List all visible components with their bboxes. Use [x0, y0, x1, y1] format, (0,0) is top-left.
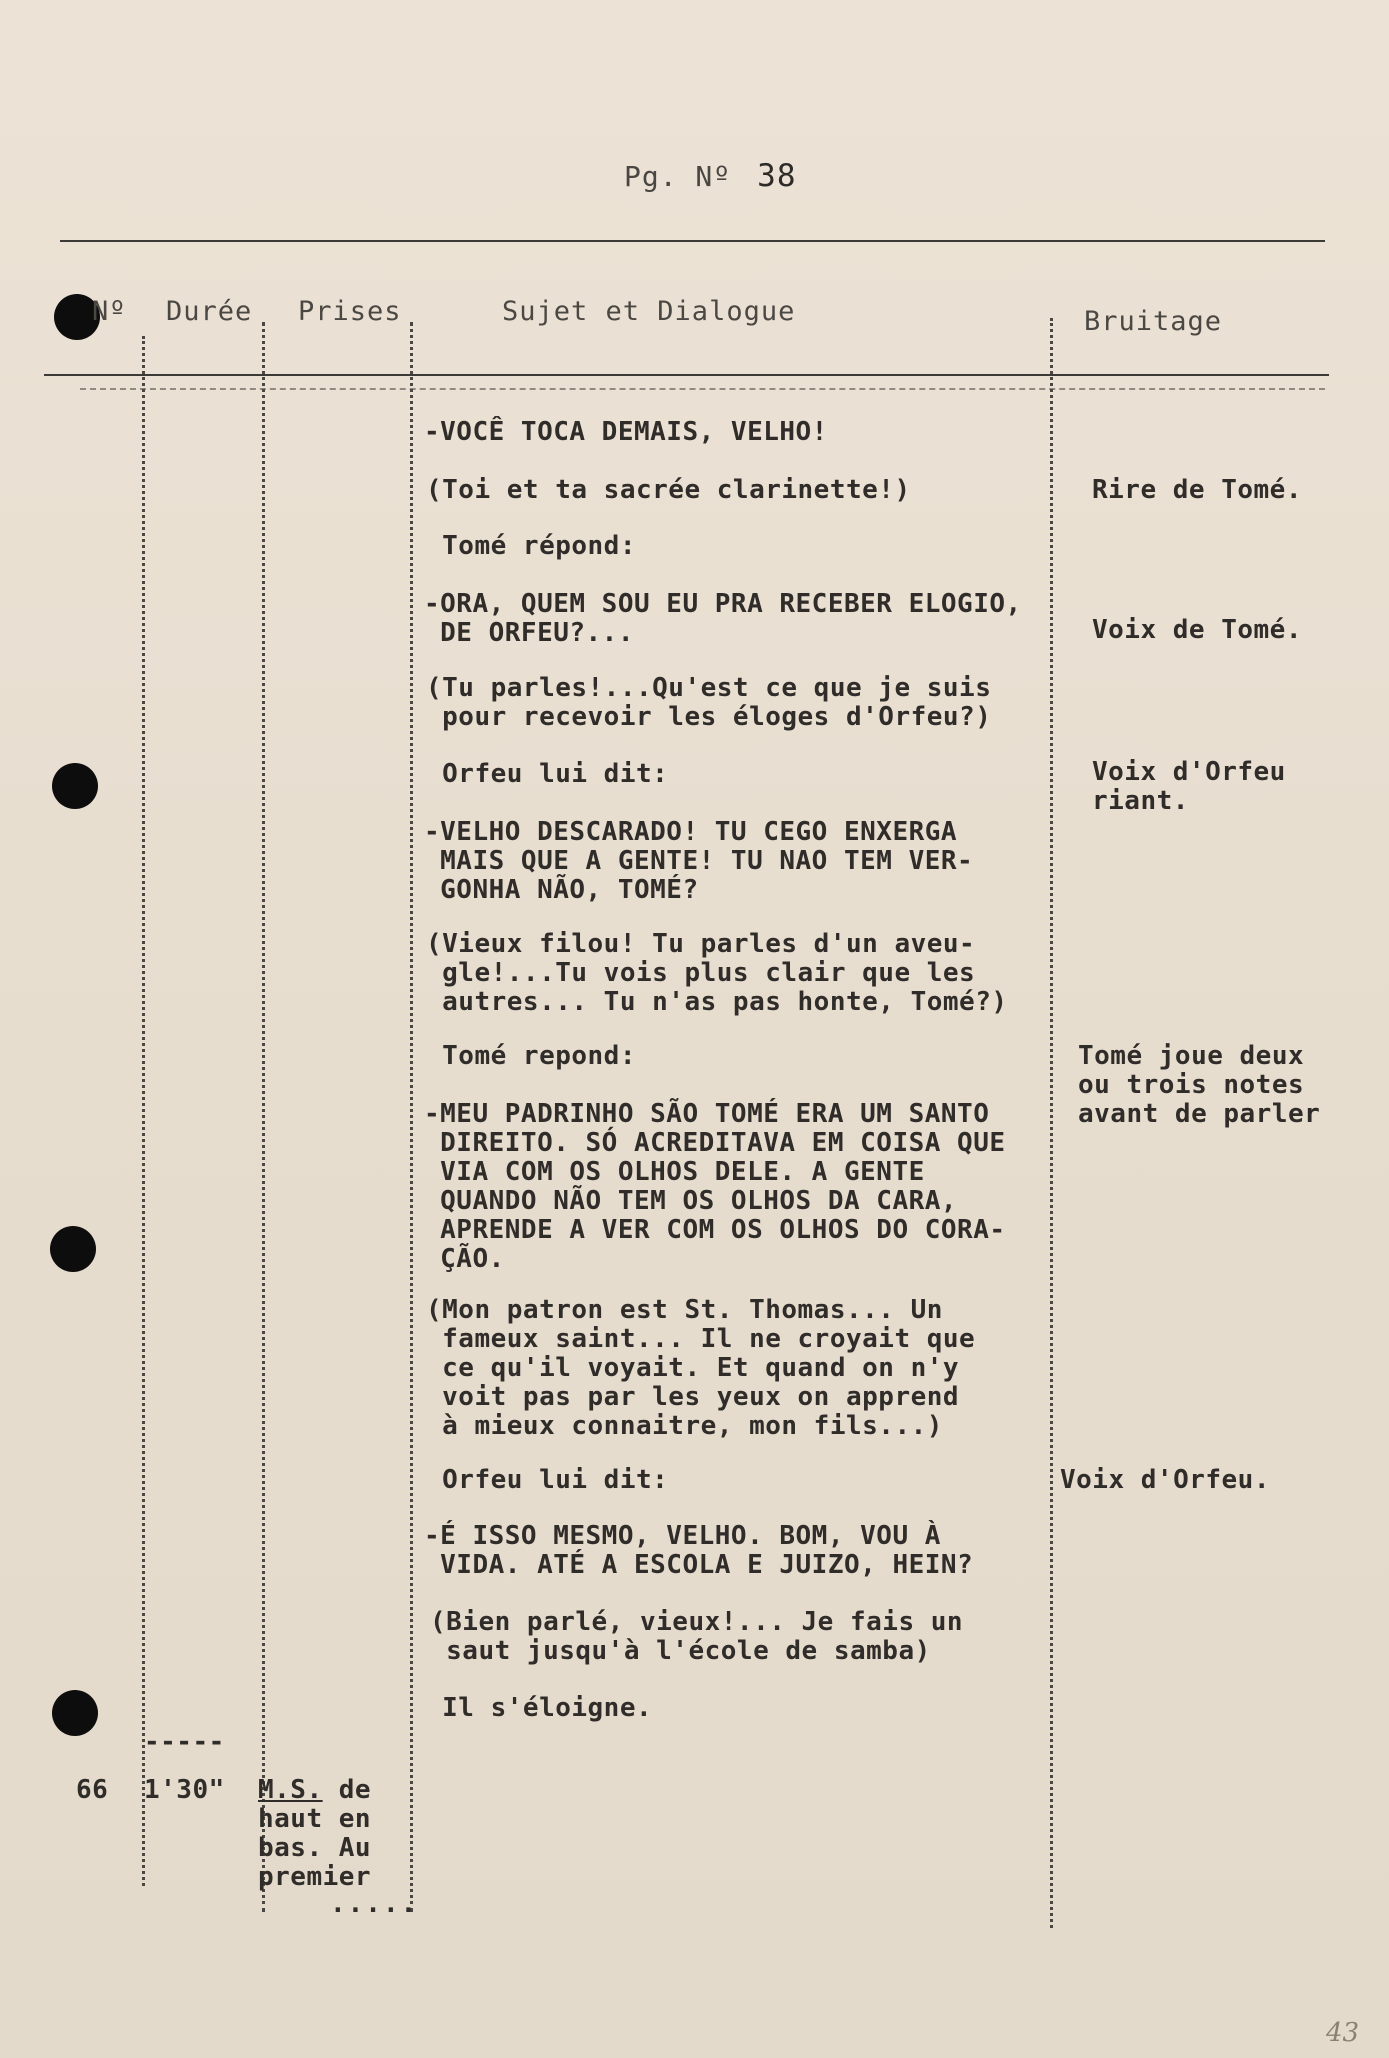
shot-number: 66 — [76, 1775, 109, 1805]
header-rule-dashed — [80, 388, 1325, 390]
dialogue-line: -MEU PADRINHO SÃO TOMÉ ERA UM SANTO DIREITO. SÓ ACREDITAVA EM COISA QUE VIA COM OS OLHOS DELE. A GENTE QUANDO NÃO TEM OS OLHOS DA CARA, APRENDE A VER COM OS OLHOS DO CORA- ÇÃO. — [424, 1099, 1006, 1274]
sound-cue: Voix d'Orfeu. — [1060, 1465, 1270, 1495]
dialogue-line: -ORA, QUEM SOU EU PRA RECEBER ELOGIO, DE ORFEU?... — [424, 589, 1022, 648]
header-rule — [44, 374, 1329, 376]
continuation-mark: ..... — [330, 1889, 419, 1919]
column-header-subject: Sujet et Dialogue — [502, 296, 796, 327]
top-rule — [60, 240, 1325, 242]
dialogue-line: (Toi et ta sacrée clarinette!) — [426, 475, 911, 505]
shot-separator: ----- — [144, 1727, 225, 1757]
page-number-line — [624, 158, 796, 194]
sound-cue: Voix d'Orfeu riant. — [1092, 757, 1286, 816]
column-separator — [1050, 318, 1053, 1928]
column-separator — [142, 336, 145, 1886]
binder-hole — [52, 1690, 98, 1736]
binder-hole — [52, 763, 98, 809]
shot-abbreviation: M.S. — [258, 1775, 323, 1805]
sound-cue: Tomé joue deux ou trois notes avant de parler — [1078, 1041, 1321, 1129]
dialogue-line: Il s'éloigne. — [426, 1693, 653, 1723]
column-header-shots: Prises — [298, 296, 402, 327]
sound-cue: Voix de Tomé. — [1092, 615, 1302, 645]
dialogue-line: (Mon patron est St. Thomas... Un fameux saint... Il ne croyait que ce qu'il voyait. Et quand on n'y voit pas par les yeux on apprend à mieux connaitre, mon fils...) — [426, 1295, 976, 1441]
column-separator — [410, 322, 413, 1912]
dialogue-line: Tomé repond: — [426, 1041, 636, 1071]
column-header-sound: Bruitage — [1084, 306, 1223, 337]
corner-page-number: 43 — [1326, 2018, 1360, 2048]
dialogue-line: -VOCÊ TOCA DEMAIS, VELHO! — [424, 417, 828, 447]
dialogue-line: Orfeu lui dit: — [426, 1465, 669, 1495]
dialogue-line: (Tu parles!...Qu'est ce que je suis pour recevoir les éloges d'Orfeu?) — [426, 673, 992, 732]
dialogue-line: Orfeu lui dit: — [426, 759, 669, 789]
column-header-number: Nº — [92, 296, 127, 327]
dialogue-line: -VELHO DESCARADO! TU CEGO ENXERGA MAIS QUE A GENTE! TU NAO TEM VER- GONHA NÃO, TOMÉ? — [424, 817, 974, 905]
page-label: Pg. Nº — [624, 160, 732, 193]
shot-description — [258, 1776, 371, 1892]
shot-duration: 1'30" — [144, 1775, 225, 1805]
dialogue-line: Tomé répond: — [426, 531, 636, 561]
page-number: 38 — [757, 158, 797, 194]
dialogue-line: (Bien parlé, vieux!... Je fais un saut jusqu'à l'école de samba) — [430, 1607, 964, 1666]
dialogue-line: (Vieux filou! Tu parles d'un aveu- gle!...Tu vois plus clair que les autres... Tu n'as pas honte, Tomé?) — [426, 929, 1008, 1017]
shot-text: de haut en bas. Au premier — [258, 1775, 372, 1892]
dialogue-line: -É ISSO MESMO, VELHO. BOM, VOU À VIDA. ATÉ A ESCOLA E JUIZO, HEIN? — [424, 1521, 974, 1580]
binder-hole — [50, 1226, 96, 1272]
column-separator — [262, 322, 265, 1912]
sound-cue: Rire de Tomé. — [1092, 475, 1302, 505]
column-header-duration: Durée — [166, 296, 253, 327]
